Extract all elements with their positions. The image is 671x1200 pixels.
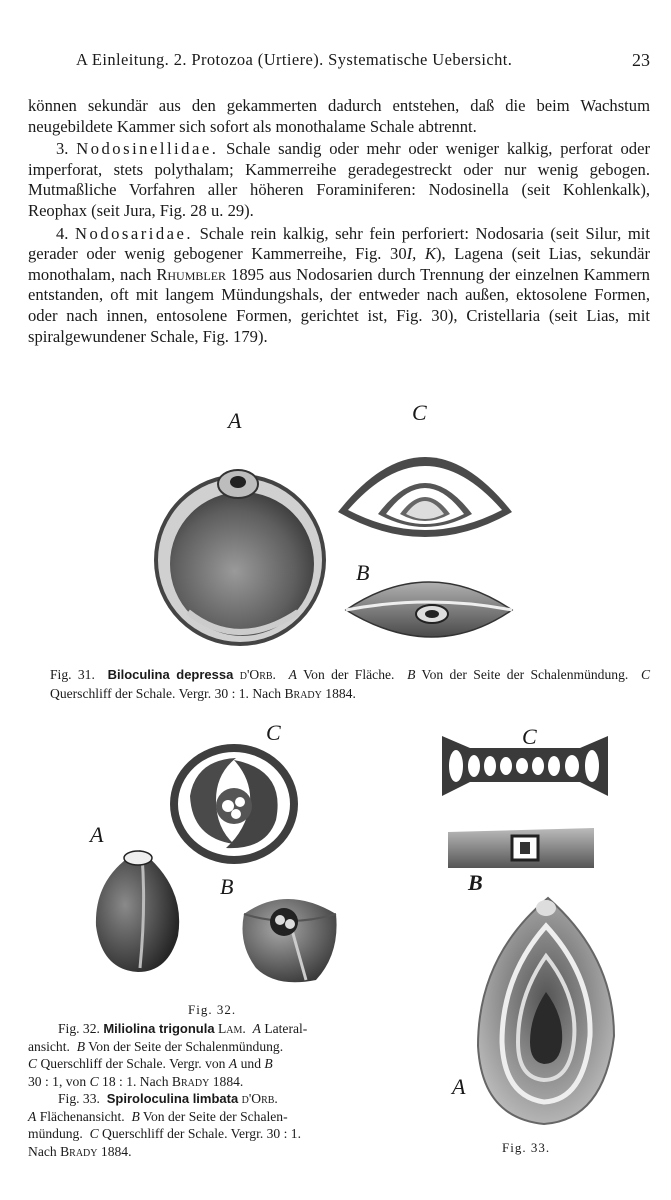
paragraph-number: 3. [56,139,69,159]
running-header [30,50,650,80]
paragraph-nodosinellidae [28,139,650,221]
caption-author: Brady [284,686,322,701]
page-number: 23 [632,50,650,70]
fig31-label-a: A [228,408,242,433]
caption-line [28,1055,388,1073]
caption-text: 18 : 1. Nach [102,1073,169,1089]
fig33-label-b: B [468,870,483,895]
caption-text: ansicht. [28,1038,70,1054]
caption-species-author: Lam. [217,1021,246,1036]
caption-species: Spiroloculina limbata [106,1091,239,1106]
caption-species-author: d'Orb. [239,667,276,682]
figure-ref-italic: I, K [406,244,436,264]
fig32-label-c: C [266,720,281,745]
caption-species: Miliolina trigonula [103,1021,215,1036]
family-name: Nodosinellidae. [76,139,219,159]
paragraph-text: Schale rein kalkig, sehr fein perforiert: Nodosaria (seit Silur, mit gerader oder wenig gebogener Kammerreihe, Fig. 30 [28,223,650,264]
caption-text: Von der Seite der Schalenmündung. [88,1038,284,1054]
paragraph-text: Schale sandig oder mehr oder weniger kalkig, perforat oder imperforat, stets polythalam; Kammerreihe geradegestreckt oder nur wenig gebogen. Mutmaßliche Vorfahren aller höheren Foraminiferen: Nodosinella (seit Kohlenkalk), Reophax (seit Jura, Fig. 28 u. 29). [28,139,650,220]
caption-text: mündung. [28,1126,83,1141]
caption-view-b: B [131,1108,140,1124]
fig32-label-b: B [220,874,234,899]
caption-view-c: C [89,1073,99,1089]
caption-text: Von der Fläche. [303,667,395,682]
paragraph-text: 1895 aus Nodosarien durch Trennung der einzelnen Kammern entstanden, oft mit langem Mündungshals, der entweder nach außen, ektosolene Formen, oder nach innen, entosolene Formen, gerichtet ist, Fig. 30), Cristellaria (seit Lias, mit spiralgewundener Schale, Fig. 179). [28,264,650,346]
caption-view-b: B [76,1038,86,1054]
family-name: Nodosaridae. [75,223,194,243]
paragraph-number: 4. [56,223,69,243]
fig32-a-illustration [92,846,188,976]
paragraph-nodosaridae [28,224,650,348]
fig32-b-illustration [236,884,342,988]
header-title: A Einleitung. 2. Protozoa (Urtiere). Systematische Uebersicht. [76,50,513,69]
caption-view-a: A [288,667,297,682]
paragraph-1: können sekundär aus den gekammerten dadurch entstehen, daß die beim Wachstum neugebildete Kammer sich sofort als monothalame Schale abtrennt. [28,96,650,136]
caption-fig-number: Fig. 31. [50,667,95,682]
caption-view-b: B [407,667,416,682]
main-text [28,96,650,347]
caption-view-a: A [228,1056,238,1071]
caption-line [28,1143,388,1161]
caption-text: Querschliff der Schale. Vergr. 30 : 1. Nach [50,686,282,701]
caption-year: 1884. [325,686,356,701]
fig31-caption [50,665,650,703]
fig33-b-illustration [446,826,596,874]
caption-text: Querschliff der Schale. Vergr. 30 : 1. [102,1126,302,1141]
fig33-c-illustration [440,734,610,798]
fig32-label-a: A [90,822,104,847]
caption-line [28,1073,388,1091]
caption-species-author: d'Orb. [241,1091,278,1106]
caption-line [28,1038,388,1056]
caption-species: Biloculina depressa [107,667,234,682]
paragraph-text: ), Lagena (seit Lias, sekundär monothalam, nach [28,244,650,284]
caption-text: Von der Seite der Schalenmündung. [421,667,629,682]
caption-text: Lateral- [264,1021,308,1036]
caption-view-c: C [28,1056,38,1071]
caption-view-c: C [89,1126,99,1141]
fig32-number: Fig. 32. [188,1002,237,1017]
caption-text: Von der Seite der Schalen- [142,1108,288,1124]
fig33-a-illustration [474,896,620,1128]
caption-text: und [240,1056,261,1071]
caption-line [28,1020,388,1038]
fig33-number: Fig. 33. [502,1140,551,1155]
caption-text: Querschliff der Schale. Vergr. von [40,1056,226,1071]
caption-view-c: C [640,667,651,682]
caption-text: 30 : 1, von [28,1073,87,1089]
caption-line [28,1108,388,1126]
author-name: Rhumbler [156,264,227,284]
fig31-a-illustration [148,462,334,652]
fig31-label-b: B [356,560,370,585]
caption-line [28,1125,388,1143]
fig31-c-illustration [334,432,516,542]
caption-text: Flächenansicht. [39,1108,125,1124]
caption-author: Brady [60,1143,98,1159]
caption-view-a: A [28,1108,37,1124]
caption-view-a: A [252,1021,261,1036]
fig31-b-illustration [344,564,514,656]
fig33-label-c: C [522,724,537,749]
fig33-label-a: A [452,1074,466,1099]
caption-author: Brady [171,1073,210,1089]
caption-fig-number: Fig. 32. [58,1021,100,1036]
fig31-label-c: C [412,400,427,425]
caption-year: 1884. [212,1073,244,1089]
fig32-33-caption [28,1020,388,1160]
caption-fig-number: Fig. 33. [58,1091,100,1106]
caption-text: Nach [28,1143,57,1159]
caption-year: 1884. [100,1143,132,1159]
caption-line [28,1090,388,1108]
caption-view-b: B [264,1056,273,1071]
